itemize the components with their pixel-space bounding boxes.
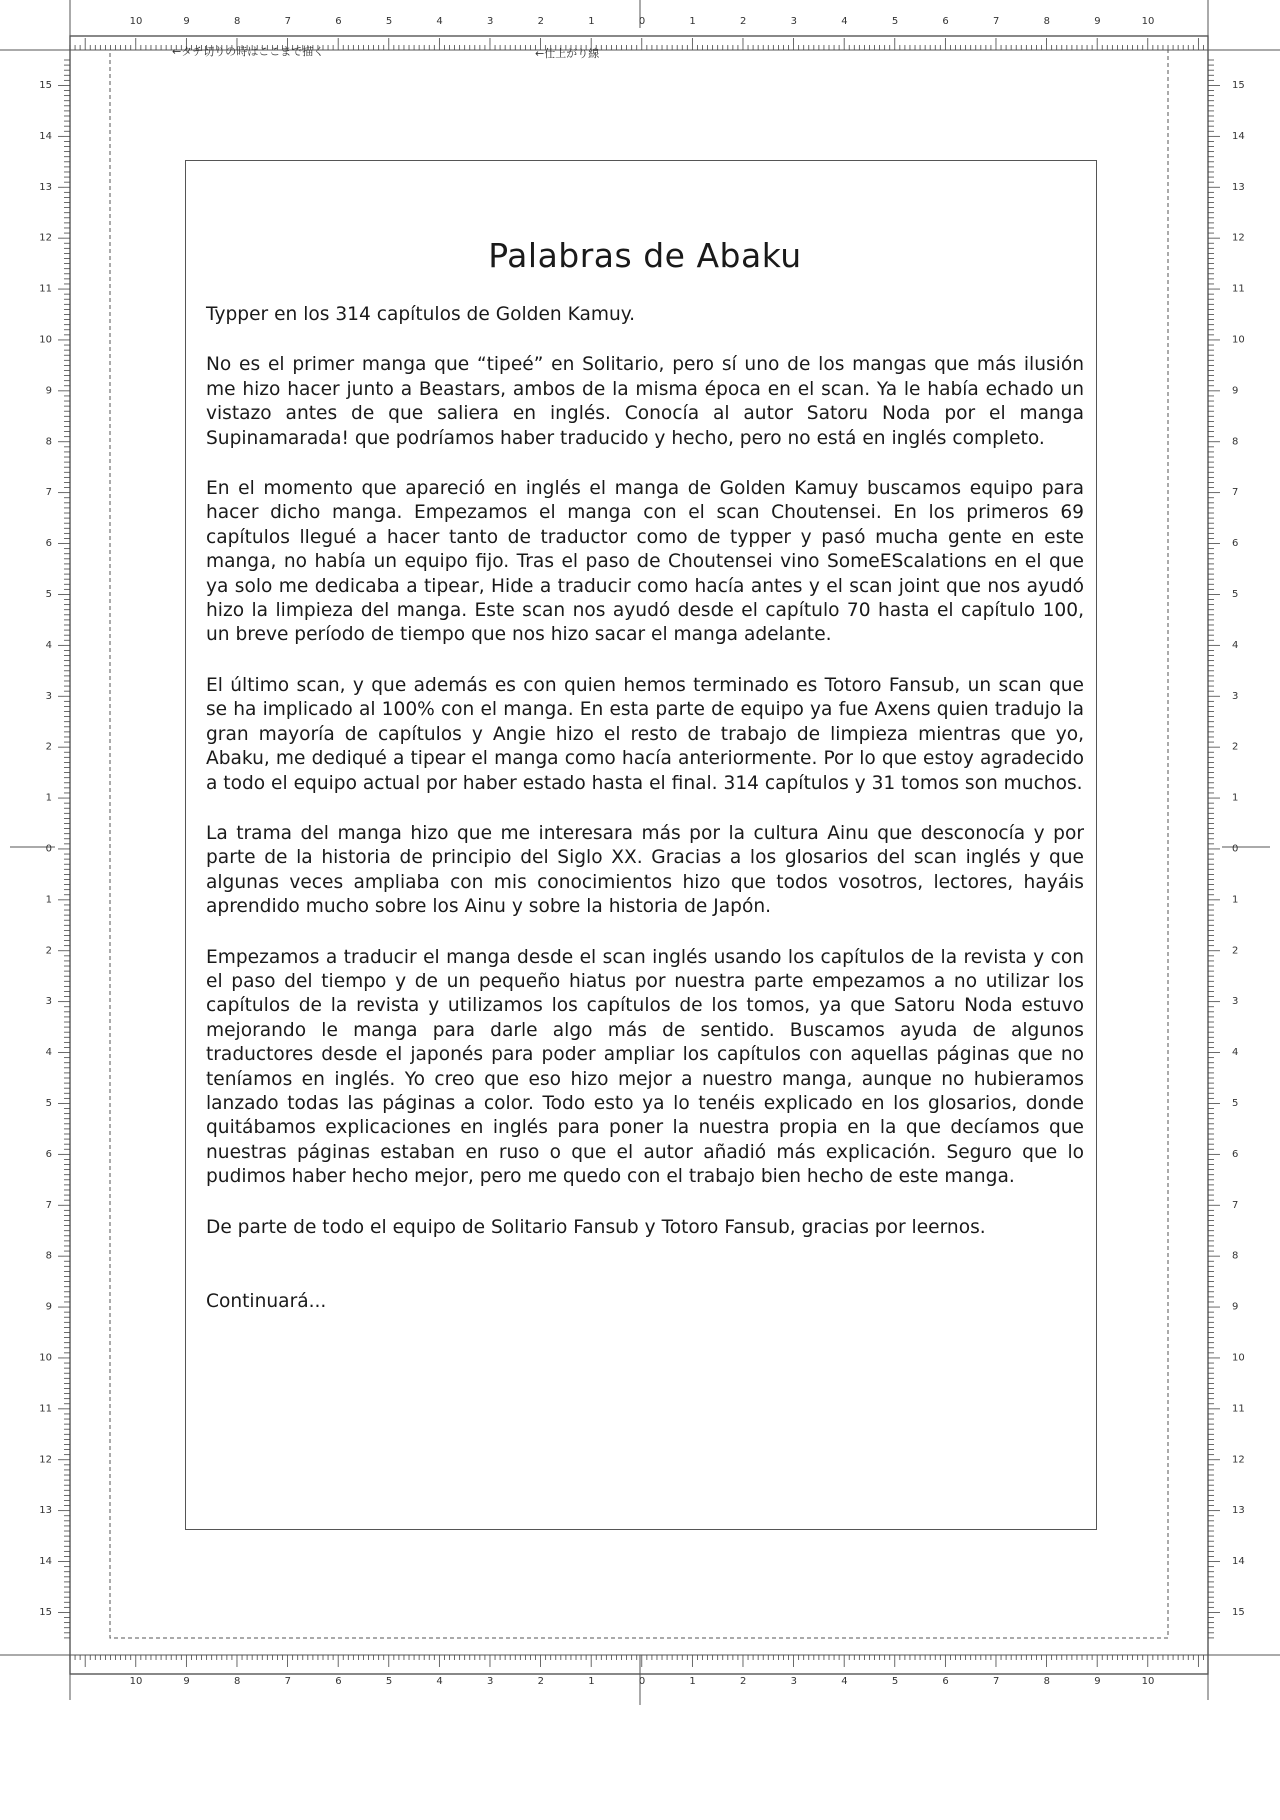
ruler-number: 10: [1232, 334, 1245, 346]
ruler-number: 14: [1232, 130, 1245, 142]
ruler-number: 3: [487, 1676, 494, 1687]
ruler-number: 1: [45, 894, 52, 906]
ruler-number: 14: [39, 130, 52, 142]
ruler-number: 4: [841, 16, 848, 27]
ruler-number: 4: [841, 1676, 848, 1687]
ruler-number: 11: [39, 1403, 52, 1415]
ruler-number: 9: [183, 1676, 190, 1687]
ruler-number: 2: [740, 16, 747, 27]
ruler-number: 12: [39, 1454, 52, 1466]
ruler-number: 6: [45, 538, 52, 550]
ruler-number: 10: [1141, 16, 1155, 27]
ruler-number: 5: [45, 1098, 52, 1109]
paragraph-translation-process: Empezamos a traducir el manga desde el scan inglés usando los capítulos de la revista y con el paso del tiempo y de un pequeño hiatus por nuestra parte empezamos a no utilizar los capítulos de la revista y utilizamos los capítulos de los tomos, ya que Satoru Noda estuvo mejorando le manga para darle algo más de sentido. Buscamos ayuda de algunos traductores desde el japonés para poder ampliar los capítulos con aquellas páginas que no teníamos en inglés. Yo creo que eso hizo mejor a nuestro manga, aunque no hubieramos lanzado todas las páginas a color. Todo esto ya lo tenéis explicado en los glosarios, donde quitábamos explicaciones en inglés para poner la nuestra propia en la que decíamos que nuestras páginas estaban en ruso o que el autor añadió más explicación. Seguro que lo pudimos haber hecho mejor, pero me quedo con el trabajo bien hecho de este manga.: [206, 946, 1084, 1188]
ruler-number: 3: [487, 16, 494, 27]
ruler-number: 15: [39, 80, 52, 91]
ruler-number: 9: [1094, 1676, 1101, 1687]
closing-line: Continuará...: [206, 1291, 327, 1312]
ruler-number: 2: [1232, 741, 1239, 753]
ruler-number: 6: [1232, 538, 1239, 550]
ruler-number: 7: [45, 1199, 52, 1211]
ruler-number: 0: [1232, 843, 1239, 855]
ruler-number: 3: [1232, 996, 1239, 1008]
ruler-number: 3: [1232, 690, 1239, 702]
ruler-number: 6: [942, 1676, 949, 1687]
ruler-number: 4: [1232, 639, 1239, 651]
ruler-number: 4: [436, 16, 443, 27]
article: [206, 236, 1084, 1340]
ruler-number: 6: [45, 1148, 52, 1160]
ruler-number: 7: [1232, 1199, 1239, 1211]
paragraph-early-scans: En el momento que apareció en inglés el manga de Golden Kamuy buscamos equipo para hacer dicho manga. Empezamos el manga con el scan Choutensei. En los primeros 69 capítulos llegué a hacer tanto de traductor como de typper y pasó mucha gente en este manga, no había un equipo fijo. Tras el paso de Choutensei vino SomeEScalations en el que ya solo me dedicaba a tipear, Hide a traducir como hacía antes y el scan joint que nos ayudó hizo la limpieza del manga. Este scan nos ayudó desde el capítulo 70 hasta el capítulo 100, un breve período de tiempo que nos hizo sacar el manga adelante.: [206, 478, 1084, 646]
ruler-number: 4: [45, 639, 52, 651]
ruler-number: 15: [1232, 80, 1245, 91]
ruler-number: 8: [45, 1250, 52, 1262]
ruler-number: 12: [39, 232, 52, 244]
ruler-number: 5: [1232, 1098, 1239, 1109]
ruler-number: 7: [993, 16, 1000, 27]
ruler-number: 1: [689, 16, 696, 27]
paragraph-ainu-culture: La trama del manga hizo que me interesara más por la cultura Ainu que desconocía y por parte de la historia de principio del Siglo XX. Gracias a los glosarios del scan inglés y que algunas veces ampliaba con mis conocimientos hizo que todos vosotros, lectores, hayáis aprendido mucho sobre los Ainu y sobre la historia de Japón.: [206, 822, 1084, 918]
ruler-number: 2: [740, 1676, 747, 1687]
ruler-number: 10: [1232, 1352, 1245, 1364]
ruler-number: 1: [1232, 792, 1239, 804]
ruler-number: 6: [1232, 1148, 1239, 1160]
ruler-number: 2: [45, 741, 52, 753]
paragraph-thanks: De parte de todo el equipo de Solitario Fansub y Totoro Fansub, gracias por leernos.: [206, 1216, 986, 1238]
ruler-number: 7: [284, 16, 291, 27]
ruler-number: 5: [385, 1676, 393, 1687]
finish-line-note: ←仕上がり線: [535, 47, 600, 60]
ruler-number: 6: [942, 16, 949, 27]
ruler-number: 11: [1232, 1403, 1245, 1415]
ruler-number: 4: [436, 1676, 443, 1687]
ruler-number: 8: [45, 436, 52, 448]
ruler-number: 0: [638, 1676, 646, 1687]
ruler-number: 10: [39, 334, 52, 346]
paragraph-totoro-fansub: El último scan, y que además es con quien hemos terminado es Totoro Fansub, un scan que se ha implicado al 100% con el manga. En esta parte de equipo ya fue Axens quien tradujo la gran mayoría de capítulos y Angie hizo el resto de trabajo de limpieza mientras que yo, Abaku, me dediqué a tipear el manga como hacía anteriormente. Por lo que estoy agradecido a todo el equipo actual por haber estado hasta el final. 314 capítulos y 31 tomos son muchos.: [206, 674, 1084, 794]
ruler-number: 2: [45, 945, 52, 957]
ruler-number: 10: [39, 1352, 52, 1364]
ruler-number: 14: [39, 1556, 52, 1568]
ruler-number: 3: [45, 996, 52, 1008]
ruler-number: 5: [45, 589, 52, 600]
ruler-number: 6: [335, 16, 342, 27]
ruler-number: 9: [45, 385, 52, 397]
ruler-number: 7: [993, 1676, 1000, 1687]
ruler-number: 12: [1232, 1454, 1245, 1466]
ruler-number: 2: [537, 1676, 544, 1687]
ruler-number: 1: [588, 16, 595, 27]
ruler-number: 9: [45, 1301, 52, 1313]
ruler-number: 2: [1232, 945, 1239, 957]
ruler-number: 0: [45, 843, 52, 855]
ruler-number: 8: [1232, 1250, 1239, 1262]
ruler-number: 2: [537, 16, 544, 27]
ruler-number: 7: [284, 1676, 291, 1687]
ruler-number: 3: [790, 1676, 797, 1687]
paragraph-first-manga: No es el primer manga que “tipeé” en Solitario, pero sí uno de los mangas que más ilusión me hizo hacer junto a Beastars, ambos de la misma época en el scan. Ya le había echado un vistazo antes de que saliera en inglés. Conocía al autor Satoru Noda por el manga Supinamarada! que podríamos haber traducido y hecho, pero no está en inglés completo.: [206, 354, 1084, 449]
ruler-number: 8: [1232, 436, 1239, 448]
ruler-number: 5: [891, 16, 899, 27]
paragraph-intro: Typper en los 314 capítulos de Golden Kamuy.: [206, 304, 635, 325]
ruler-number: 12: [1232, 232, 1245, 244]
ruler-number: 8: [234, 1676, 241, 1687]
ruler-number: 13: [39, 1505, 52, 1517]
ruler-number: 10: [129, 1676, 143, 1687]
ruler-number: 5: [385, 16, 393, 27]
ruler-number: 10: [1141, 1676, 1155, 1687]
ruler-number: 7: [45, 487, 52, 499]
ruler-number: 15: [39, 1607, 52, 1618]
ruler-number: 11: [1232, 283, 1245, 295]
ruler-number: 9: [1232, 1301, 1239, 1313]
ruler-number: 3: [45, 690, 52, 702]
ruler-number: 13: [39, 181, 52, 193]
ruler-number: 0: [638, 16, 646, 27]
ruler-number: 11: [39, 283, 52, 295]
ruler-number: 5: [891, 1676, 899, 1687]
ruler-number: 8: [1043, 16, 1050, 27]
ruler-number: 7: [1232, 487, 1239, 499]
ruler-number: 1: [588, 1676, 595, 1687]
ruler-number: 6: [335, 1676, 342, 1687]
ruler-number: 1: [1232, 894, 1239, 906]
ruler-number: 1: [45, 792, 52, 804]
ruler-number: 5: [1232, 589, 1239, 600]
ruler-number: 1: [689, 1676, 696, 1687]
bleed-note: ←タチ切りの時はここまで描く: [172, 45, 325, 58]
article-title: Palabras de Abaku: [488, 236, 802, 275]
ruler-number: 8: [1043, 1676, 1050, 1687]
ruler-number: 8: [234, 16, 241, 27]
ruler-number: 4: [1232, 1047, 1239, 1059]
ruler-number: 3: [790, 16, 797, 27]
ruler-number: 13: [1232, 181, 1245, 193]
ruler-number: 9: [1232, 385, 1239, 397]
ruler-number: 4: [45, 1047, 52, 1059]
ruler-number: 15: [1232, 1607, 1245, 1618]
ruler-number: 9: [1094, 16, 1101, 27]
ruler-number: 10: [129, 16, 143, 27]
ruler-number: 14: [1232, 1556, 1245, 1568]
ruler-number: 9: [183, 16, 190, 27]
ruler-number: 13: [1232, 1505, 1245, 1517]
